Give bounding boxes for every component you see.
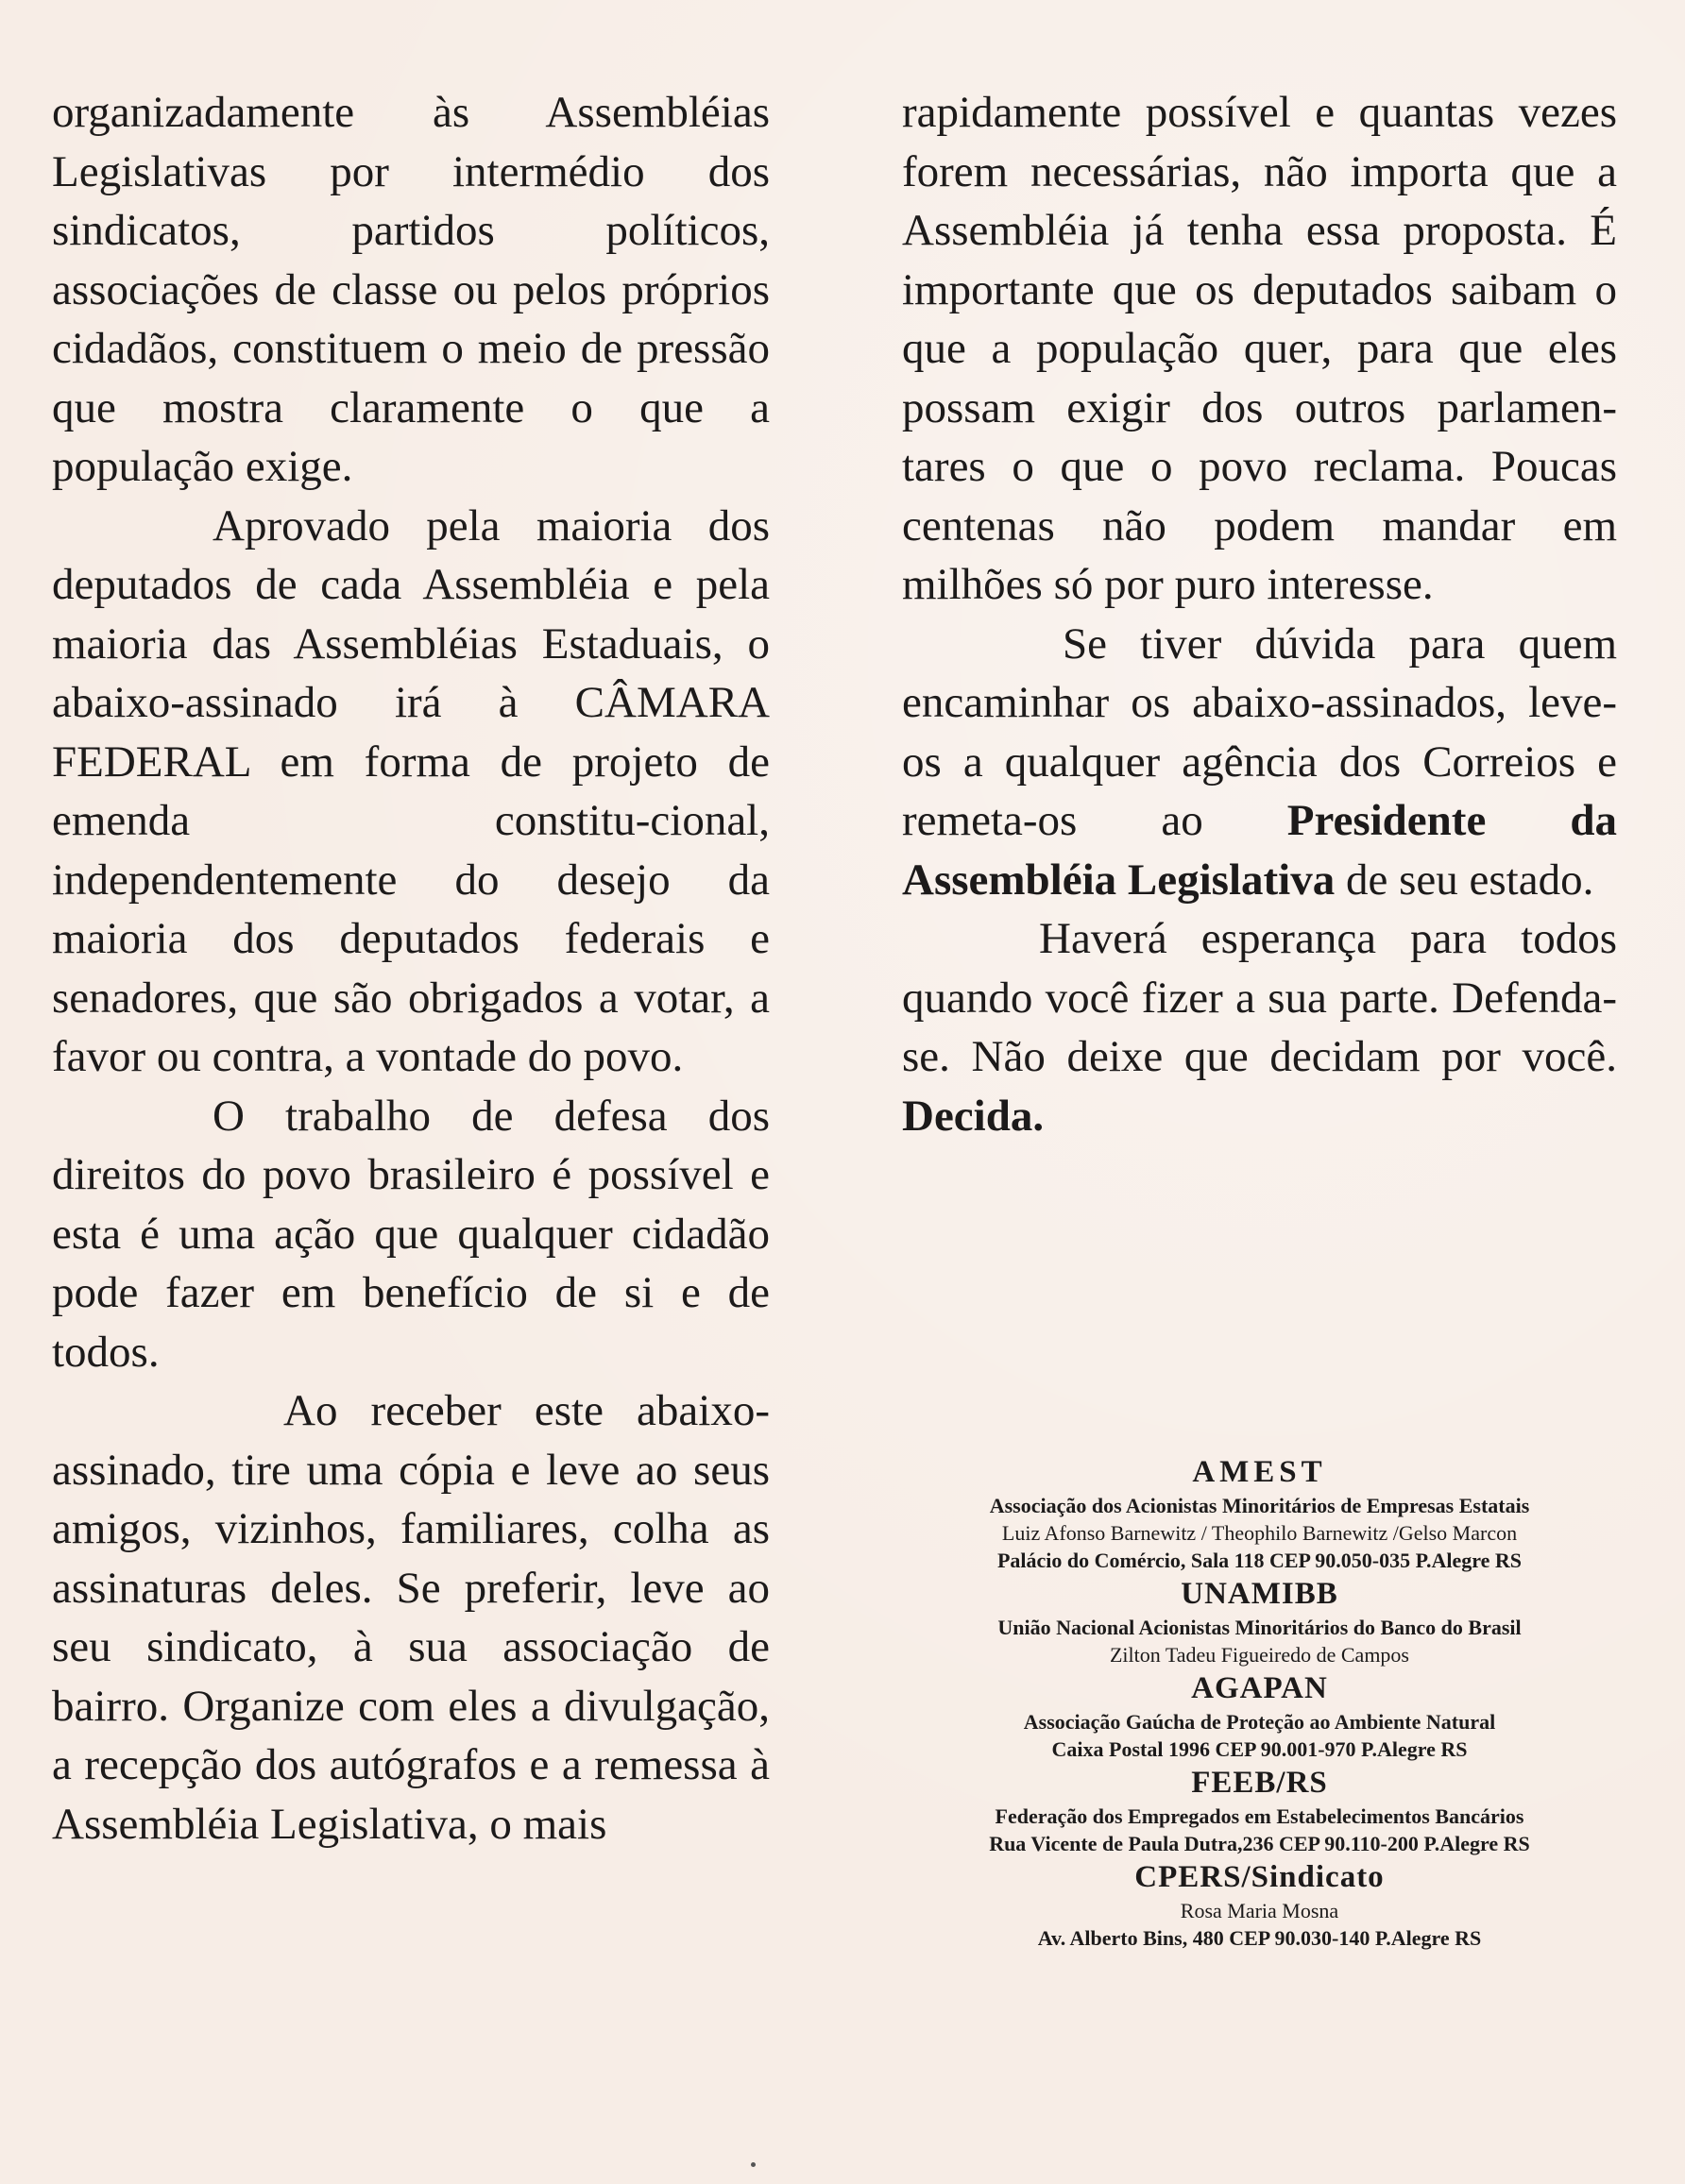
org-line: Federação dos Empregados em Estabelecimentos Bancários bbox=[995, 1804, 1524, 1828]
org-unamibb bbox=[902, 1574, 1617, 1668]
org-name: AMEST bbox=[1192, 1455, 1327, 1489]
left-column bbox=[52, 83, 770, 1854]
left-paragraph-2: Aprovado pela maioria dos deputados de cada Assembléia e pela maioria das Assembléias Estaduais, o abaixo-assinado irá à CÂMARA FEDERAL em forma de projeto de emenda constitu-cional, independentemente do desejo da maioria dos deputados federais e senadores, que são obrigados a votar, a favor ou contra, a vontade do povo. bbox=[52, 500, 770, 1081]
left-paragraph-4: Ao receber este abaixo-assinado, tire uma cópia e leve ao seus amigos, vizinhos, familiares, colha as assinaturas deles. Se preferir, leve ao seu sindicato, à sua associação de bairro. Organize com eles a divulgação, a recepção dos autógrafos e a remessa à Assembléia Legislativa, o mais bbox=[52, 1386, 770, 1849]
org-line: Palácio do Comércio, Sala 118 CEP 90.050-035 P.Alegre RS bbox=[996, 1549, 1523, 1572]
org-cpers-sindicato bbox=[902, 1857, 1617, 1952]
org-name: CPERS/Sindicato bbox=[1134, 1860, 1385, 1894]
org-line: Rosa Maria Mosna bbox=[1180, 1899, 1339, 1922]
org-line: Luiz Afonso Barnewitz / Theophilo Barnewitz /Gelso Marcon bbox=[1001, 1521, 1518, 1545]
right-paragraph-3-start: Haverá esperança para todos quando você fizer a sua parte. Defenda-se. Não deixe que decidam por você. bbox=[902, 914, 1617, 1081]
org-line: Associação Gaúcha de Proteção ao Ambiente Natural bbox=[1023, 1710, 1496, 1734]
org-line: Zilton Tadeu Figueiredo de Campos bbox=[1109, 1643, 1409, 1667]
left-paragraph-3: O trabalho de defesa dos direitos do povo brasileiro é possível e esta é uma ação que qualquer cidadão pode fazer em benefício de si e de todos. bbox=[52, 1091, 770, 1377]
org-feeb-rs bbox=[902, 1763, 1617, 1857]
org-agapan bbox=[902, 1668, 1617, 1763]
org-line: Associação dos Acionistas Minoritários de Empresas Estatais bbox=[989, 1494, 1530, 1517]
org-name: FEEB/RS bbox=[1191, 1766, 1328, 1800]
org-line: Caixa Postal 1996 CEP 90.001-970 P.Alegre RS bbox=[1051, 1737, 1468, 1761]
right-paragraph-2 bbox=[902, 615, 1617, 910]
organizations-block bbox=[902, 1452, 1617, 1952]
org-name: UNAMIBB bbox=[1181, 1577, 1338, 1611]
org-amest bbox=[902, 1452, 1617, 1574]
right-paragraph-1: rapidamente possível e quantas vezes forem necessárias, não importa que a Assembléia já tenha essa proposta. É importante que os deputados saibam o que a população quer, para que eles possam exigir dos outros parlamen-tares o que o povo reclama. Poucas centenas não podem mandar em milhões só por puro interesse. bbox=[902, 88, 1617, 609]
left-paragraph-1: organizadamente às Assembléias Legislativas por intermédio dos sindicatos, partidos políticos, associações de classe ou pelos próprios cidadãos, constituem o meio de pressão que mostra claramente o que a população exige. bbox=[52, 88, 770, 491]
org-line: União Nacional Acionistas Minoritários do Banco do Brasil bbox=[997, 1616, 1522, 1639]
org-line: Av. Alberto Bins, 480 CEP 90.030-140 P.Alegre RS bbox=[1037, 1926, 1482, 1950]
right-column bbox=[902, 83, 1617, 1145]
org-name: AGAPAN bbox=[1191, 1671, 1328, 1705]
paper-speck bbox=[751, 2162, 756, 2167]
right-paragraph-3 bbox=[902, 909, 1617, 1145]
right-paragraph-2-end: de seu estado. bbox=[1335, 855, 1594, 905]
right-paragraph-3-bold: Decida. bbox=[902, 1091, 1045, 1141]
org-line: Rua Vicente de Paula Dutra,236 CEP 90.110-200 P.Alegre RS bbox=[989, 1832, 1530, 1855]
right-paragraph-2-bold: Presidente da Assembléia Legislativa bbox=[902, 796, 1617, 905]
right-paragraph-2-start: Se tiver dúvida para quem encaminhar os abaixo-assinados, leve-os a qualquer agência dos Correios e remeta-os ao bbox=[902, 618, 1617, 845]
